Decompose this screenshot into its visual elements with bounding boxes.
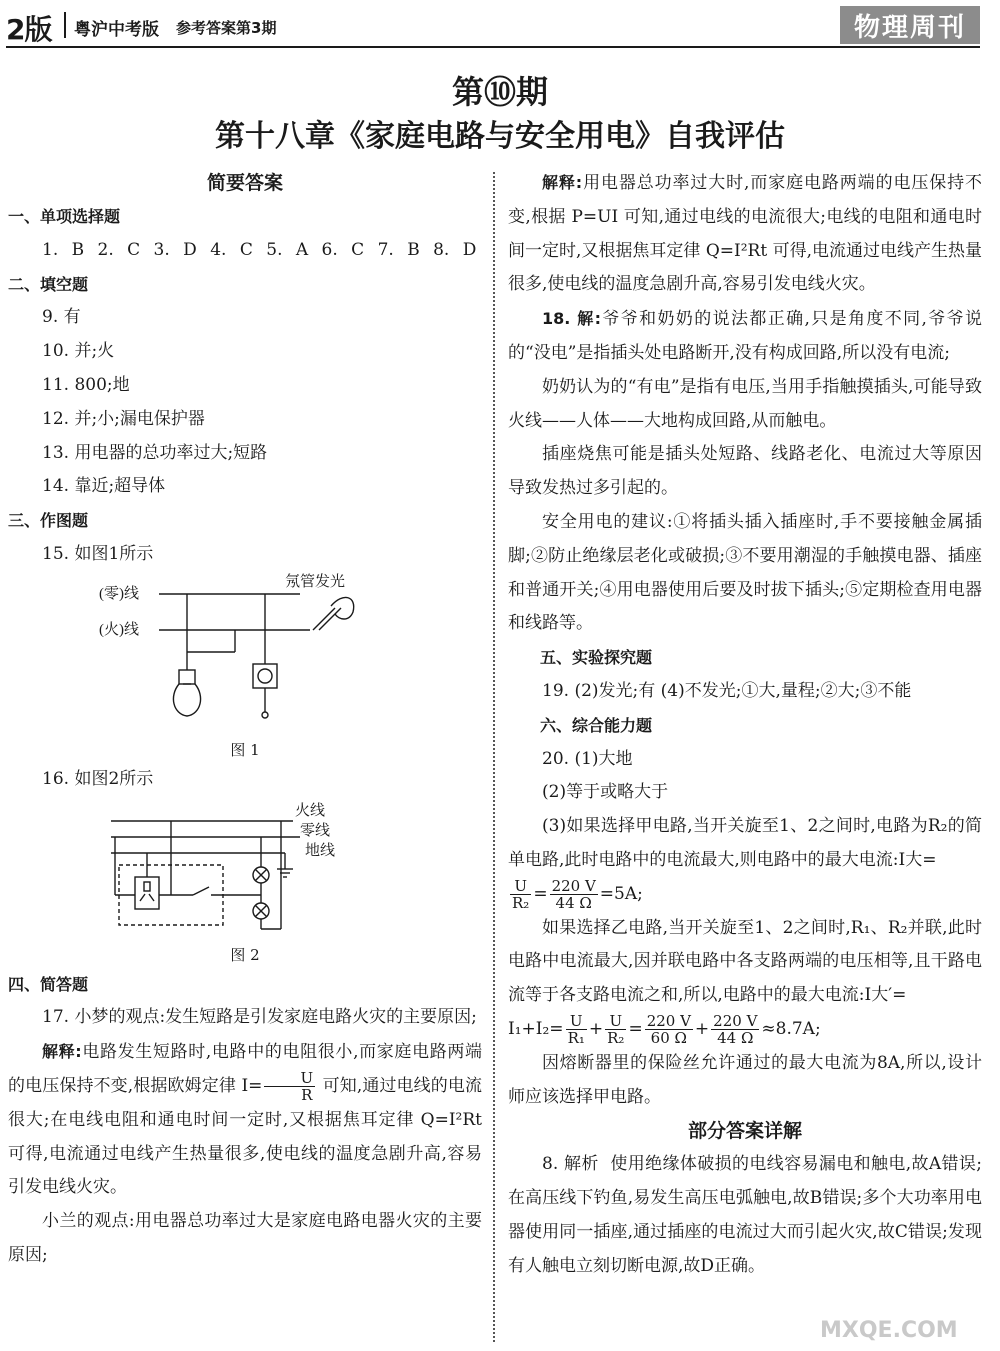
q8-explanation: 8. 解析 使用绝缘体破损的电线容易漏电和触电,故A错误;在高压线下钓鱼,易发生高压电弧触电,故B错误;多个大功率用电器使用同一插座,通过插座的电流过大而引起火灾,故C错误;发现有人触电立刻切断电源,故D正确。	[508, 1154, 982, 1276]
fig1-neutral-label: (零)线	[99, 585, 139, 602]
fig2-live-label: 火线	[295, 802, 326, 819]
fig2-ground-label: 地线	[305, 842, 336, 859]
q18-text: 18. 解:爷爷和奶奶的说法都正确,只是角度不同,爷爷说的“没电”是指插头处电路断开,没有构成回路,所以没有电流;	[508, 309, 982, 363]
q20-part2: (2)等于或略大于	[542, 782, 669, 803]
q20-part3: (3)如果选择甲电路,当开关旋至1、2之间时,电路为R₂的简单电路,此时电路中的电流最大,则电路中的最大电流:I大=	[508, 816, 982, 870]
mcq-answers: 1. B 2. C 3. D 4. C 5. A 6. C 7. B 8. D	[42, 239, 477, 260]
test-pen-icon	[313, 597, 354, 630]
watermark: MXQE.COM	[820, 1318, 958, 1343]
section-comprehensive: 六、综合能力题	[540, 715, 653, 735]
fill-answer-9: 9. 有	[42, 307, 81, 328]
right-column	[508, 166, 982, 1284]
left-column	[8, 166, 482, 1273]
fig1-tester-label: 氖管发光	[285, 573, 346, 590]
formula-jia: $\frac{U}{\text{R₂}}$ = $\frac{220 V}{44 \Omega}$ =5A;	[512, 876, 643, 912]
fill-answer-14: 14. 靠近;超导体	[42, 476, 166, 497]
brand-logo: 物理周刊	[840, 6, 980, 44]
q18-label: 18. 解:	[542, 309, 602, 329]
ohm-fraction: $\frac{U}{R}$	[264, 1070, 315, 1103]
grandma-paragraph: 奶奶认为的“有电”是指有电压,当用手指触摸插头,可能导致火线——人体——大地构成回路,从而触电。	[508, 376, 982, 431]
header-rule	[6, 46, 980, 48]
section-drawing: 三、作图题	[8, 511, 89, 531]
q16-text: 16. 如图2所示	[42, 768, 154, 789]
title-block	[0, 70, 1000, 160]
q8-label: 8. 解析	[542, 1154, 599, 1175]
edition-number: 2版	[6, 13, 52, 46]
lan-viewpoint: 小兰的观点:用电器总功率过大是家庭电路电器火灾的主要原因;	[8, 1211, 482, 1265]
switch-icon	[193, 887, 209, 895]
q19-answer: 19. (2)发光;有 (4)不发光;①大,量程;②大;③不能	[542, 680, 912, 701]
figure-2-caption: 图 2	[230, 945, 260, 964]
safety-tips: 安全用电的建议:①将插头插入插座时,手不要接触金属插脚;②防止绝缘层老化或破损;③不要用潮湿的手触摸电器、插座和普通开关;④用电器使用后要及时拔下插头;⑤定期检查用电器和线路等。	[508, 511, 982, 634]
lamp-1-icon	[253, 867, 269, 883]
socket-icon	[253, 664, 277, 688]
lamp-2-icon	[253, 903, 269, 919]
explanation-label-2: 解释:	[542, 173, 583, 192]
fuse-paragraph: 因熔断器里的保险丝允许通过的最大电流为8A,所以,设计师应该选择甲电路。	[508, 1052, 982, 1107]
detail-heading: 部分答案详解	[687, 1120, 802, 1143]
bulb-icon	[173, 670, 200, 716]
q15-text: 15. 如图1所示	[42, 543, 154, 564]
figure-1-caption: 图 1	[230, 740, 260, 759]
fig1-live-label: (火)线	[99, 621, 139, 638]
explanation-label: 解释:	[42, 1042, 82, 1062]
page-header	[0, 0, 1000, 52]
column-divider	[493, 172, 495, 1342]
section-experiment: 五、实验探究题	[540, 648, 653, 668]
ground-icon	[277, 869, 293, 877]
chapter-title: 第十八章《家庭电路与安全用电》自我评估	[215, 119, 785, 154]
figure-2-circuit	[95, 797, 395, 942]
fill-answer-10: 10. 并;火	[42, 341, 115, 362]
fig2-neutral-label: 零线	[300, 822, 331, 839]
formula-yi: I₁+I₂= $\frac{U}{\text{R₁}}$ + $\frac{U}{\text{R₂}}$ = $\frac{220 V}{60 \Omega}$ + $\frac{220 V}{44 \Omega}$ ≈8.7A;	[508, 1011, 821, 1047]
section-fill: 二、填空题	[8, 274, 89, 294]
burn-paragraph: 插座烧焦可能是插头处短路、线路老化、电流过大等原因导致发热过多引起的。	[508, 444, 982, 499]
issue-title: 第⑩期	[451, 73, 548, 111]
fill-answer-13: 13. 用电器的总功率过大;短路	[42, 442, 268, 463]
section-mcq: 一、单项选择题	[8, 207, 121, 226]
figure-1-circuit	[95, 572, 395, 737]
brief-answers-heading: 简要答案	[206, 172, 283, 194]
fill-answer-11: 11. 800;地	[42, 374, 130, 395]
header-divider	[64, 12, 66, 38]
edition-name: 粤沪中考版	[74, 20, 159, 40]
power-explanation: 解释:用电器总功率过大时,而家庭电路两端的电压保持不变,根据 P=UI 可知,通过电线的电流很大;电线的电阻和通电时间一定时,又根据焦耳定律 Q=I²Rt 可得,电流通过电线产生热量很多,使电线的温度急剧升高,容易引发电线火灾。	[508, 173, 983, 295]
fill-answer-12: 12. 并;小;漏电保护器	[42, 408, 205, 429]
section-short-answer: 四、简答题	[8, 974, 89, 994]
yi-circuit-paragraph: 如果选择乙电路,当开关旋至1、2之间时,R₁、R₂并联,此时电路中电流最大,因并联电路中各支路两端的电压相等,且干路电流等于各支路电流之和,所以,电路中的最大电流:I大′=	[508, 917, 982, 1006]
q17-text: 17. 小梦的观点:发生短路是引发家庭电路火灾的主要原因;	[42, 1007, 477, 1028]
answers-label: 参考答案第3期	[176, 19, 277, 37]
q17-explanation: 解释:电路发生短路时,电路中的电阻很小,而家庭电路两端的电压保持不变,根据欧姆定律 I= $\frac{U}{R}$ 可知,通过电线的电流很大;在电线电阻和通电时间一定时,又根据焦耳定律 Q=I²Rt 可得,电流通过电线产生热量很多,使电线的温度急剧升高,容易引发电线火灾。	[8, 1042, 483, 1198]
q20-part1: 20. (1)大地	[542, 748, 633, 769]
